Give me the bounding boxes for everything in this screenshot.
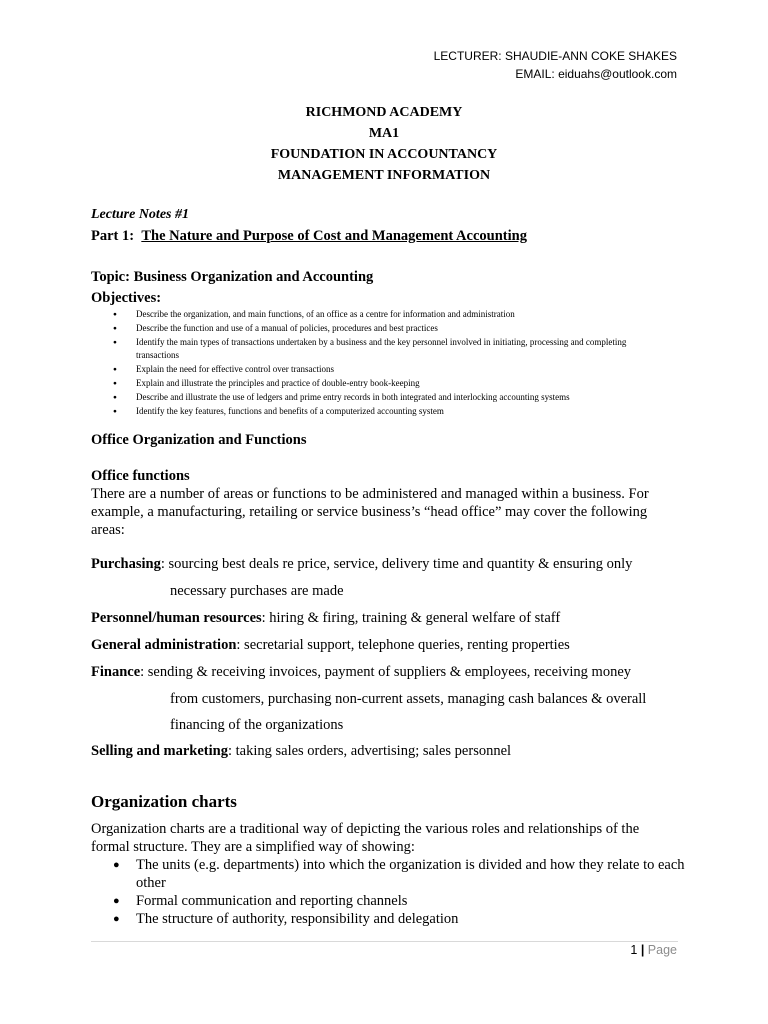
email-line: EMAIL: eiduahs@outlook.com	[515, 67, 677, 81]
area-selling	[91, 738, 691, 765]
title-course-code: MA1	[368, 126, 400, 141]
title-course-name: FOUNDATION IN ACCOUNTANCY	[270, 147, 498, 162]
org-chart-item: ● The units (e.g. departments) into which the organization is divided and how they relate to each other	[91, 856, 691, 892]
area-term: Purchasing	[91, 556, 161, 572]
area-desc: : hiring & firing, training & general welfare of staff	[261, 610, 561, 626]
area-term: Finance	[91, 664, 141, 680]
office-org-heading: Office Organization and Functions	[91, 432, 307, 448]
area-purchasing	[91, 551, 691, 604]
title-subject: MANAGEMENT INFORMATION	[277, 168, 491, 183]
area-term: Selling and marketing	[91, 743, 228, 759]
part-prefix: Part 1:	[91, 228, 135, 244]
objective-item: ● Describe the organization, and main functions, of an office as a centre for information and administration	[91, 308, 651, 322]
lecture-notes-label: Lecture Notes #1	[91, 207, 189, 222]
org-charts-list	[91, 856, 691, 928]
area-finance	[91, 659, 691, 739]
area-desc-cont: from customers, purchasing non-current assets, managing cash balances & overall	[170, 690, 647, 707]
objective-item: ● Explain the need for effective control over transactions	[91, 363, 651, 377]
area-term: General administration	[91, 637, 237, 653]
objective-item: ● Identify the main types of transactions undertaken by a business and the key personnel involved in initiating, processing and completing transactions	[91, 336, 651, 364]
org-chart-item: ● Formal communication and reporting channels	[91, 892, 691, 910]
lecturer-line: LECTURER: SHAUDIE-ANN COKE SHAKES	[433, 49, 677, 63]
footer-divider	[91, 941, 678, 942]
page-label: Page	[647, 943, 677, 957]
page-separator: |	[640, 943, 645, 957]
area-desc: : sourcing best deals re price, service, delivery time and quantity & ensuring only	[160, 556, 633, 572]
page-number: 1	[630, 943, 638, 957]
objective-item: ● Describe the function and use of a manual of policies, procedures and best practices	[91, 322, 651, 336]
org-charts-paragraph: Organization charts are a traditional way of depicting the various roles and relationships of the formal structure. They are a simplified way of showing:	[91, 821, 640, 855]
area-desc-cont: necessary purchases are made	[170, 582, 344, 599]
area-desc: : sending & receiving invoices, payment of suppliers & employees, receiving money	[140, 664, 632, 680]
office-functions-paragraph: There are a number of areas or functions to be administered and managed within a business. For example, a manufacturing, retailing or service business’s “head office” may cover the following areas:	[91, 486, 649, 538]
org-chart-item: ● The structure of authority, responsibility and delegation	[91, 910, 691, 928]
part-heading	[91, 228, 527, 245]
part-title: The Nature and Purpose of Cost and Management Accounting	[141, 228, 527, 244]
title-school: RICHMOND ACADEMY	[305, 105, 463, 120]
topic-heading: Topic: Business Organization and Accounting	[91, 269, 374, 285]
area-desc-cont: financing of the organizations	[170, 717, 344, 733]
page-footer	[630, 943, 677, 957]
area-desc: : taking sales orders, advertising; sales personnel	[227, 743, 512, 759]
objectives-list	[91, 308, 651, 418]
objective-item: ● Explain and illustrate the principles and practice of double-entry book-keeping	[91, 377, 651, 391]
objective-item: ● Identify the key features, functions and benefits of a computerized accounting system	[91, 405, 651, 419]
area-desc: : secretarial support, telephone queries, renting properties	[236, 637, 570, 653]
objectives-heading: Objectives:	[91, 290, 162, 306]
area-personnel	[91, 605, 691, 632]
objective-item: ● Describe and illustrate the use of ledgers and prime entry records in both integrated and interlocking accounting systems	[91, 391, 651, 405]
area-term: Personnel/human resources	[91, 610, 262, 626]
area-general-admin	[91, 632, 691, 659]
org-charts-heading: Organization charts	[91, 792, 237, 811]
office-functions-heading: Office functions	[91, 468, 190, 484]
